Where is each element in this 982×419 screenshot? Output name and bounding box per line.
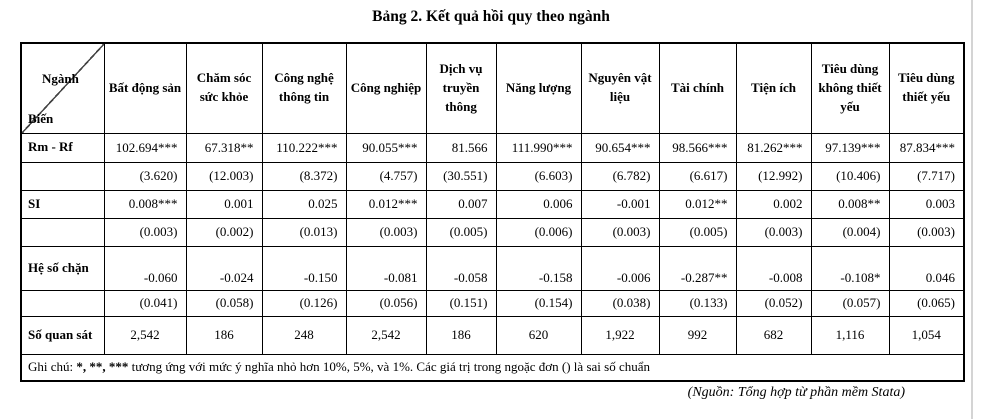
coef-cell: 81.566 [426,133,496,162]
row-label-empty [21,290,104,316]
se-cell: (0.052) [736,290,811,316]
se-cell: (0.005) [659,218,736,246]
coef-cell: -0.287** [659,246,736,290]
obs-cell: 248 [262,316,346,354]
coef-cell: -0.008 [736,246,811,290]
obs-cell: 682 [736,316,811,354]
coef-cell: 110.222*** [262,133,346,162]
coef-cell: 0.001 [186,190,262,218]
column-header-bat-dong-san: Bất động sản [104,43,186,133]
se-cell: (0.154) [496,290,581,316]
column-header-nguyen-vat-lieu: Nguyên vật liệu [581,43,659,133]
se-cell: (7.717) [889,162,964,190]
column-header-cong-nghiep: Công nghiệp [346,43,426,133]
page-edge-line [971,0,973,419]
coef-cell: -0.024 [186,246,262,290]
column-header-tieu-dung-khong-thiet-yeu: Tiêu dùng không thiết yếu [811,43,889,133]
column-header-nang-luong: Năng lượng [496,43,581,133]
row-label-si: SI [21,190,104,218]
coef-cell: 0.012** [659,190,736,218]
se-cell: (0.005) [426,218,496,246]
source-caption: (Nguồn: Tổng hợp từ phần mềm Stata) [687,385,905,400]
coef-cell: 90.055*** [346,133,426,162]
se-cell: (8.372) [262,162,346,190]
coef-cell: 90.654*** [581,133,659,162]
se-cell: (0.004) [811,218,889,246]
se-cell: (12.003) [186,162,262,190]
corner-label-bien: Biến [28,110,54,126]
coef-cell: 102.694*** [104,133,186,162]
se-cell: (6.617) [659,162,736,190]
coef-cell: -0.001 [581,190,659,218]
se-cell: (4.757) [346,162,426,190]
coef-cell: 98.566*** [659,133,736,162]
se-cell: (12.992) [736,162,811,190]
table-row-so-quan-sat [21,316,964,354]
se-cell: (0.065) [889,290,964,316]
se-cell: (0.133) [659,290,736,316]
se-cell: (0.126) [262,290,346,316]
obs-cell: 992 [659,316,736,354]
table-row-he-so-chan [21,246,964,290]
se-cell: (30.551) [426,162,496,190]
column-header-tieu-dung-thiet-yeu: Tiêu dùng thiết yếu [889,43,964,133]
coef-cell: 87.834*** [889,133,964,162]
se-cell: (0.003) [889,218,964,246]
coef-cell: -0.060 [104,246,186,290]
row-label-rm-rf: Rm - Rf [21,133,104,162]
se-cell: (0.003) [104,218,186,246]
obs-cell: 1,922 [581,316,659,354]
obs-cell: 186 [426,316,496,354]
coef-cell: 0.003 [889,190,964,218]
table-row-rm-rf-se [21,162,964,190]
se-cell: (0.013) [262,218,346,246]
row-label-he-so-chan: Hệ số chặn [21,246,104,290]
coef-cell: 111.990*** [496,133,581,162]
se-cell: (0.041) [104,290,186,316]
regression-table [20,42,965,382]
coef-cell: 0.002 [736,190,811,218]
obs-cell: 620 [496,316,581,354]
se-cell: (6.782) [581,162,659,190]
se-cell: (0.038) [581,290,659,316]
coef-cell: -0.006 [581,246,659,290]
coef-cell: 0.012*** [346,190,426,218]
se-cell: (6.603) [496,162,581,190]
table-row-si-se [21,218,964,246]
se-cell: (0.006) [496,218,581,246]
se-cell: (0.056) [346,290,426,316]
corner-cell [21,43,104,133]
coef-cell: -0.108* [811,246,889,290]
coef-cell: -0.158 [496,246,581,290]
header-row [21,43,964,133]
row-label-empty [21,218,104,246]
corner-label-nganh: Ngành [42,71,79,86]
coef-cell: 81.262*** [736,133,811,162]
row-label-empty [21,162,104,190]
se-cell: (0.003) [581,218,659,246]
coef-cell: 0.008** [811,190,889,218]
coef-cell: 97.139*** [811,133,889,162]
table-row-rm-rf [21,133,964,162]
note-significance-stars: *, **, *** [76,359,129,375]
coef-cell: 0.007 [426,190,496,218]
obs-cell: 2,542 [104,316,186,354]
se-cell: (3.620) [104,162,186,190]
se-cell: (0.151) [426,290,496,316]
column-header-tai-chinh: Tài chính [659,43,736,133]
table-row-he-so-chan-se [21,290,964,316]
coef-cell: 0.025 [262,190,346,218]
coef-cell: -0.081 [346,246,426,290]
row-label-so-quan-sat: Số quan sát [21,316,104,354]
se-cell: (0.003) [346,218,426,246]
note-rest: tương ứng với mức ý nghĩa nhỏ hơn 10%, 5%, và 1%. Các giá trị trong ngoặc đơn () là sai số chuẩn [128,359,650,375]
coef-cell: -0.150 [262,246,346,290]
se-cell: (0.057) [811,290,889,316]
se-cell: (10.406) [811,162,889,190]
page-title: Bảng 2. Kết quả hồi quy theo ngành [372,8,610,25]
coef-cell: 0.046 [889,246,964,290]
coef-cell: 67.318** [186,133,262,162]
obs-cell: 1,116 [811,316,889,354]
column-header-tien-ich: Tiện ích [736,43,811,133]
obs-cell: 1,054 [889,316,964,354]
column-header-cham-soc-suc-khoe: Chăm sóc sức khỏe [186,43,262,133]
coef-cell: 0.006 [496,190,581,218]
note-prefix: Ghi chú: [28,359,77,375]
coef-cell: 0.008*** [104,190,186,218]
table-row-note [21,354,964,381]
se-cell: (0.003) [736,218,811,246]
obs-cell: 2,542 [346,316,426,354]
se-cell: (0.002) [186,218,262,246]
se-cell: (0.058) [186,290,262,316]
column-header-cong-nghe-thong-tin: Công nghệ thông tin [262,43,346,133]
table-row-si [21,190,964,218]
column-header-dich-vu-truyen-thong: Dịch vụ truyền thông [426,43,496,133]
obs-cell: 186 [186,316,262,354]
table-note [21,354,964,381]
coef-cell: -0.058 [426,246,496,290]
